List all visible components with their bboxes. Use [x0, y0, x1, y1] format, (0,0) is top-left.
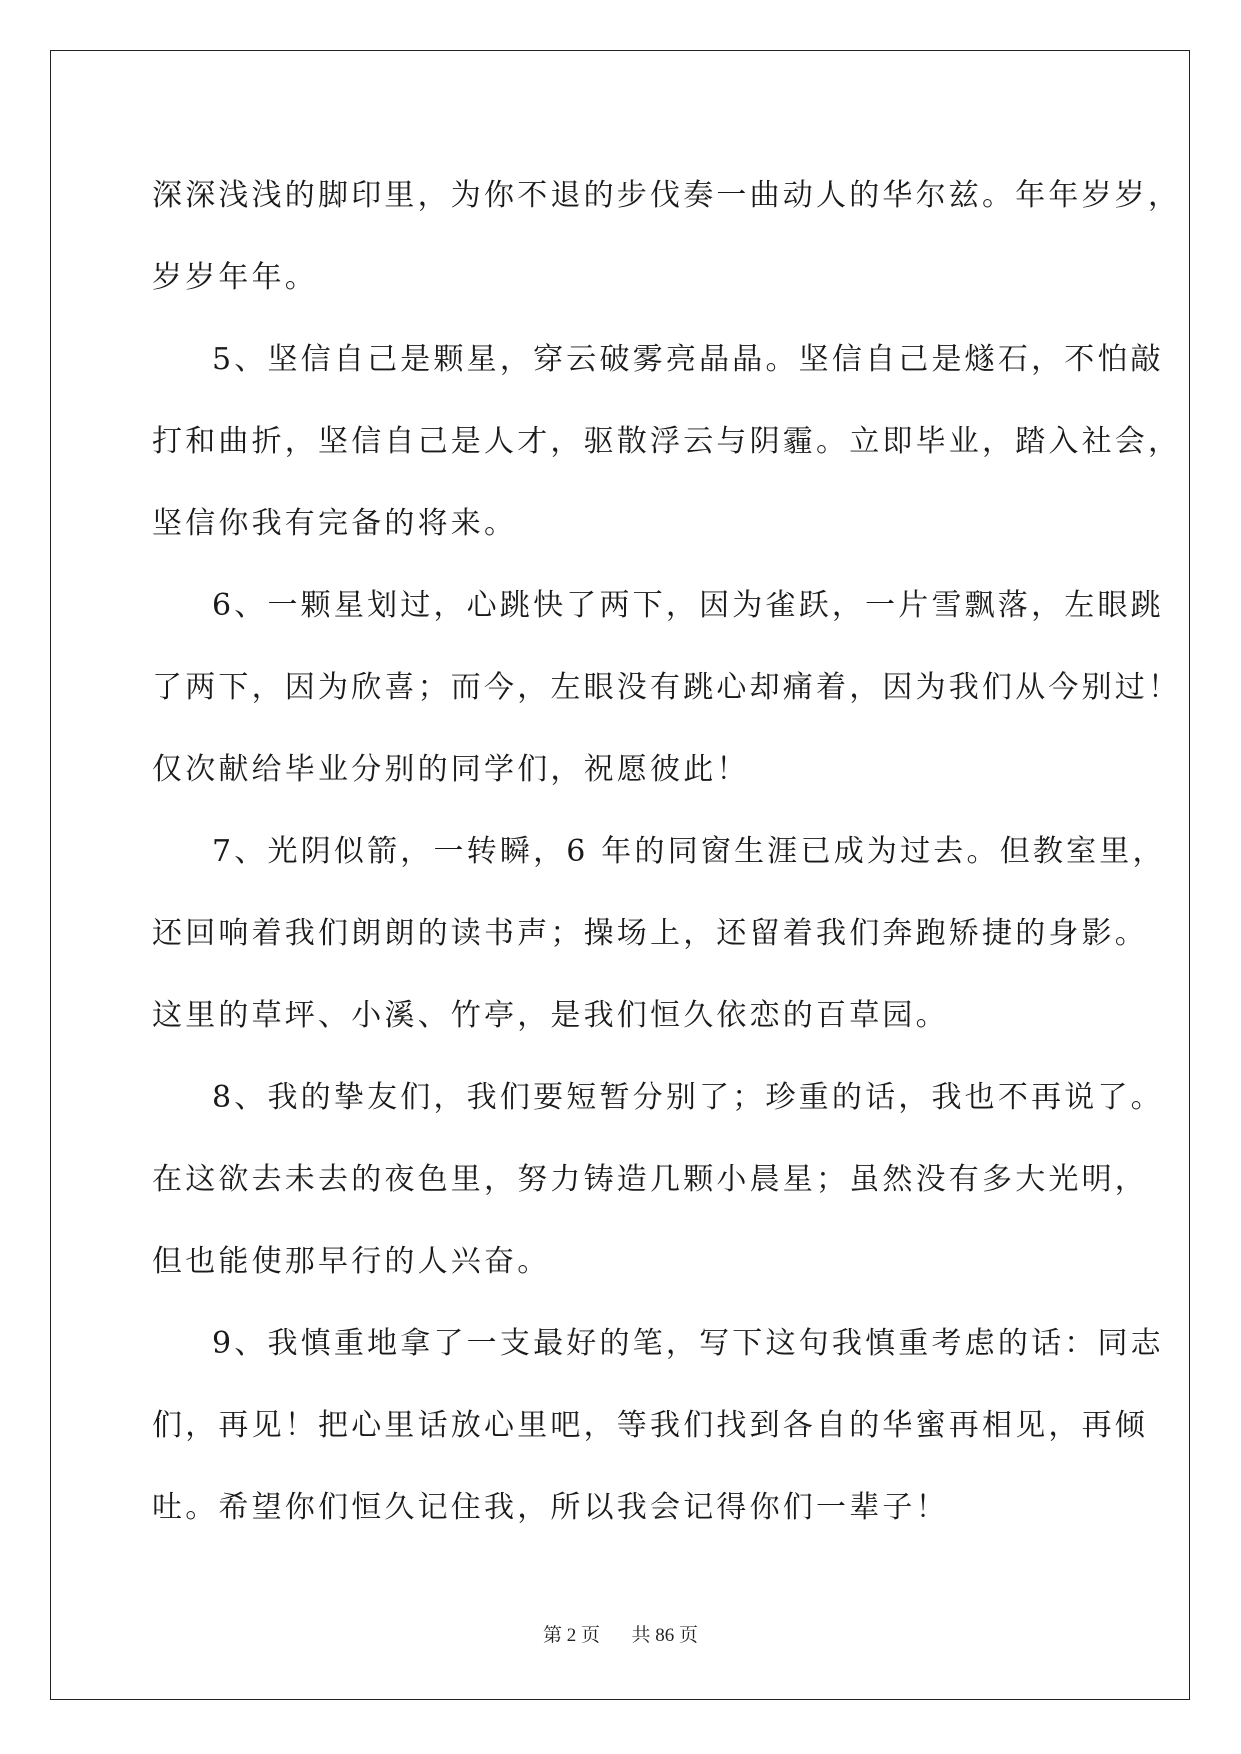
page-number: 第 2 页	[542, 1625, 600, 1646]
page-footer	[0, 1620, 1241, 1647]
text-line: 但也能使那早行的人兴奋。	[152, 1244, 551, 1279]
text-line: 这里的草坪、小溪、竹亭，是我们恒久依恋的百草园。	[152, 998, 949, 1033]
text-line: 深深浅浅的脚印里，为你不退的步伐奏一曲动人的华尔兹。年年岁岁，	[152, 178, 1182, 213]
text-line: 还回响着我们朗朗的读书声；操场上，还留着我们奔跑矫捷的身影。	[152, 916, 1148, 951]
paragraph-start-8: 8、我的挚友们，我们要短暂分别了；珍重的话，我也不再说了。	[212, 1080, 1164, 1115]
paragraph-start-9: 9、我慎重地拿了一支最好的笔，写下这句我慎重考虑的话：同志	[212, 1326, 1164, 1361]
paragraph-start-5: 5、坚信自己是颗星，穿云破雾亮晶晶。坚信自己是燧石，不怕敲	[212, 342, 1164, 377]
paragraph-start-6: 6、一颗星划过，心跳快了两下，因为雀跃，一片雪飘落，左眼跳	[212, 588, 1164, 623]
text-line: 在这欲去未去的夜色里，努力铸造几颗小晨星；虽然没有多大光明，	[152, 1162, 1148, 1197]
text-line: 们，再见！把心里话放心里吧，等我们找到各自的华蜜再相见，再倾	[152, 1408, 1148, 1443]
document-body	[152, 155, 1182, 1549]
text-line: 打和曲折，坚信自己是人才，驱散浮云与阴霾。立即毕业，踏入社会，	[152, 424, 1182, 459]
page-total: 共 86 页	[631, 1625, 699, 1646]
text-line: 坚信你我有完备的将来。	[152, 506, 518, 541]
text-line: 仅次献给毕业分别的同学们，祝愿彼此！	[152, 752, 750, 787]
text-line: 吐。希望你们恒久记住我，所以我会记得你们一辈子！	[152, 1490, 949, 1525]
text-line: 了两下，因为欣喜；而今，左眼没有跳心却痛着，因为我们从今别过！	[152, 670, 1182, 705]
text-line: 岁岁年年。	[152, 260, 318, 295]
paragraph-start-7: 7、光阴似箭，一转瞬，6 年的同窗生涯已成为过去。但教室里，	[212, 834, 1166, 869]
